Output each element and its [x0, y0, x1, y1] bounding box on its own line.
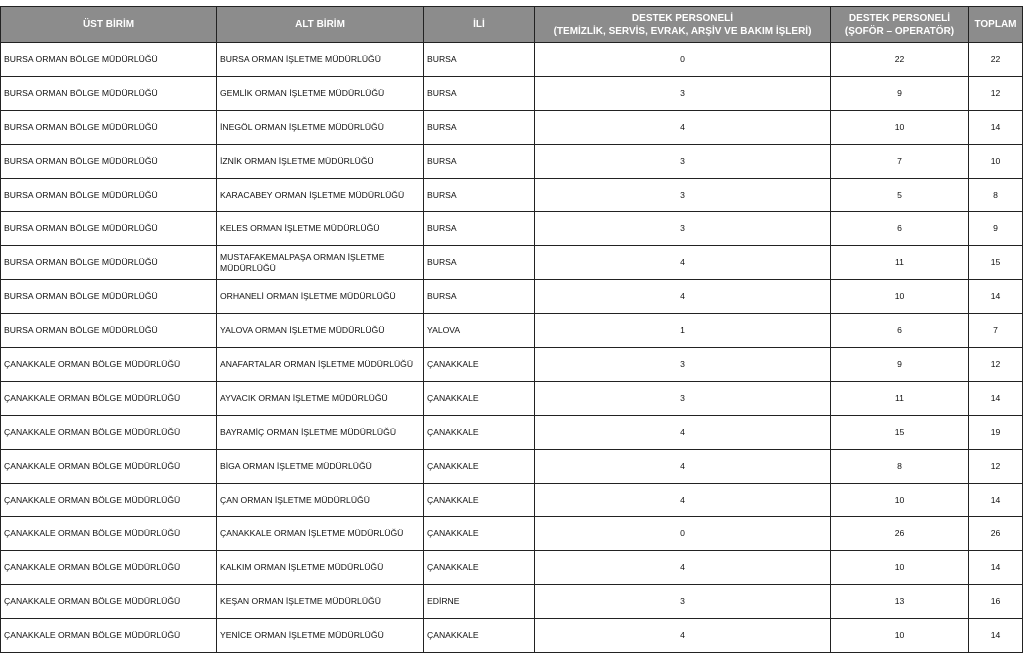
cell-ili: BURSA — [424, 212, 535, 246]
cell-ust-birim: BURSA ORMAN BÖLGE MÜDÜRLÜĞÜ — [1, 110, 217, 144]
cell-alt-birim: BAYRAMİÇ ORMAN İŞLETME MÜDÜRLÜĞÜ — [217, 415, 424, 449]
cell-alt-birim: ÇAN ORMAN İŞLETME MÜDÜRLÜĞÜ — [217, 483, 424, 517]
cell-ili: ÇANAKKALE — [424, 449, 535, 483]
cell-destek-temizlik: 0 — [535, 43, 831, 77]
header-alt-birim: ALT BİRİM — [217, 7, 424, 43]
cell-toplam: 14 — [969, 110, 1023, 144]
table-row — [1, 280, 1023, 314]
cell-destek-temizlik: 3 — [535, 381, 831, 415]
cell-toplam: 14 — [969, 619, 1023, 653]
header-destek-sofor-line1: DESTEK PERSONELİ — [848, 12, 951, 24]
cell-alt-birim: KEŞAN ORMAN İŞLETME MÜDÜRLÜĞÜ — [217, 585, 424, 619]
table-row — [1, 381, 1023, 415]
cell-ust-birim: ÇANAKKALE ORMAN BÖLGE MÜDÜRLÜĞÜ — [1, 415, 217, 449]
cell-ust-birim: ÇANAKKALE ORMAN BÖLGE MÜDÜRLÜĞÜ — [1, 619, 217, 653]
cell-toplam: 15 — [969, 246, 1023, 280]
table-row — [1, 619, 1023, 653]
table-row — [1, 551, 1023, 585]
cell-alt-birim: ANAFARTALAR ORMAN İŞLETME MÜDÜRLÜĞÜ — [217, 348, 424, 382]
cell-destek-sofor: 6 — [831, 314, 969, 348]
cell-destek-sofor: 8 — [831, 449, 969, 483]
cell-alt-birim: ORHANELİ ORMAN İŞLETME MÜDÜRLÜĞÜ — [217, 280, 424, 314]
table-row — [1, 144, 1023, 178]
cell-destek-sofor: 6 — [831, 212, 969, 246]
cell-destek-temizlik: 4 — [535, 280, 831, 314]
cell-ili: BURSA — [424, 246, 535, 280]
cell-alt-birim: YENİCE ORMAN İŞLETME MÜDÜRLÜĞÜ — [217, 619, 424, 653]
cell-ust-birim: BURSA ORMAN BÖLGE MÜDÜRLÜĞÜ — [1, 246, 217, 280]
cell-destek-temizlik: 3 — [535, 212, 831, 246]
cell-destek-sofor: 5 — [831, 178, 969, 212]
cell-destek-sofor: 11 — [831, 246, 969, 280]
cell-ust-birim: BURSA ORMAN BÖLGE MÜDÜRLÜĞÜ — [1, 76, 217, 110]
cell-toplam: 14 — [969, 551, 1023, 585]
cell-alt-birim: GEMLİK ORMAN İŞLETME MÜDÜRLÜĞÜ — [217, 76, 424, 110]
personnel-table — [0, 6, 1023, 653]
table-row — [1, 517, 1023, 551]
cell-destek-temizlik: 3 — [535, 178, 831, 212]
cell-toplam: 12 — [969, 348, 1023, 382]
cell-alt-birim: KALKIM ORMAN İŞLETME MÜDÜRLÜĞÜ — [217, 551, 424, 585]
cell-ust-birim: ÇANAKKALE ORMAN BÖLGE MÜDÜRLÜĞÜ — [1, 551, 217, 585]
cell-ust-birim: BURSA ORMAN BÖLGE MÜDÜRLÜĞÜ — [1, 178, 217, 212]
cell-ust-birim: ÇANAKKALE ORMAN BÖLGE MÜDÜRLÜĞÜ — [1, 381, 217, 415]
cell-toplam: 16 — [969, 585, 1023, 619]
cell-ust-birim: ÇANAKKALE ORMAN BÖLGE MÜDÜRLÜĞÜ — [1, 517, 217, 551]
cell-destek-temizlik: 0 — [535, 517, 831, 551]
cell-ili: EDİRNE — [424, 585, 535, 619]
cell-destek-temizlik: 4 — [535, 110, 831, 144]
table-row — [1, 415, 1023, 449]
table-row — [1, 348, 1023, 382]
cell-toplam: 14 — [969, 483, 1023, 517]
cell-destek-temizlik: 4 — [535, 619, 831, 653]
table-row — [1, 246, 1023, 280]
cell-alt-birim: İNEGÖL ORMAN İŞLETME MÜDÜRLÜĞÜ — [217, 110, 424, 144]
cell-destek-temizlik: 3 — [535, 585, 831, 619]
cell-toplam: 10 — [969, 144, 1023, 178]
cell-destek-sofor: 10 — [831, 483, 969, 517]
cell-ust-birim: BURSA ORMAN BÖLGE MÜDÜRLÜĞÜ — [1, 212, 217, 246]
cell-destek-temizlik: 4 — [535, 246, 831, 280]
cell-toplam: 12 — [969, 76, 1023, 110]
cell-destek-sofor: 10 — [831, 551, 969, 585]
cell-ili: BURSA — [424, 144, 535, 178]
header-destek-temizlik — [535, 7, 831, 43]
table-row — [1, 43, 1023, 77]
header-destek-sofor — [831, 7, 969, 43]
cell-ust-birim: ÇANAKKALE ORMAN BÖLGE MÜDÜRLÜĞÜ — [1, 585, 217, 619]
cell-ili: ÇANAKKALE — [424, 551, 535, 585]
cell-destek-sofor: 15 — [831, 415, 969, 449]
cell-destek-sofor: 7 — [831, 144, 969, 178]
cell-destek-temizlik: 4 — [535, 551, 831, 585]
cell-destek-sofor: 11 — [831, 381, 969, 415]
header-ust-birim: ÜST BİRİM — [1, 7, 217, 43]
cell-destek-sofor: 13 — [831, 585, 969, 619]
cell-toplam: 7 — [969, 314, 1023, 348]
cell-ili: BURSA — [424, 110, 535, 144]
header-destek-temizlik-line1: DESTEK PERSONELİ — [631, 12, 734, 24]
table-row — [1, 483, 1023, 517]
cell-ust-birim: BURSA ORMAN BÖLGE MÜDÜRLÜĞÜ — [1, 43, 217, 77]
cell-ust-birim: ÇANAKKALE ORMAN BÖLGE MÜDÜRLÜĞÜ — [1, 483, 217, 517]
cell-ili: BURSA — [424, 43, 535, 77]
cell-ili: BURSA — [424, 178, 535, 212]
cell-ili: YALOVA — [424, 314, 535, 348]
table-row — [1, 212, 1023, 246]
cell-destek-sofor: 10 — [831, 110, 969, 144]
cell-ili: BURSA — [424, 76, 535, 110]
cell-ust-birim: ÇANAKKALE ORMAN BÖLGE MÜDÜRLÜĞÜ — [1, 348, 217, 382]
cell-alt-birim: AYVACIK ORMAN İŞLETME MÜDÜRLÜĞÜ — [217, 381, 424, 415]
header-destek-temizlik-line2: (TEMİZLİK, SERVİS, EVRAK, ARŞİV VE BAKIM İŞLERİ) — [553, 25, 812, 37]
cell-alt-birim: KELES ORMAN İŞLETME MÜDÜRLÜĞÜ — [217, 212, 424, 246]
cell-destek-temizlik: 3 — [535, 76, 831, 110]
cell-ili: ÇANAKKALE — [424, 381, 535, 415]
cell-alt-birim: İZNİK ORMAN İŞLETME MÜDÜRLÜĞÜ — [217, 144, 424, 178]
cell-alt-birim: BURSA ORMAN İŞLETME MÜDÜRLÜĞÜ — [217, 43, 424, 77]
cell-alt-birim: ÇANAKKALE ORMAN İŞLETME MÜDÜRLÜĞÜ — [217, 517, 424, 551]
cell-ili: ÇANAKKALE — [424, 483, 535, 517]
header-toplam: TOPLAM — [969, 7, 1023, 43]
cell-ust-birim: ÇANAKKALE ORMAN BÖLGE MÜDÜRLÜĞÜ — [1, 449, 217, 483]
cell-toplam: 26 — [969, 517, 1023, 551]
cell-alt-birim: KARACABEY ORMAN İŞLETME MÜDÜRLÜĞÜ — [217, 178, 424, 212]
cell-toplam: 8 — [969, 178, 1023, 212]
cell-toplam: 14 — [969, 280, 1023, 314]
cell-alt-birim: YALOVA ORMAN İŞLETME MÜDÜRLÜĞÜ — [217, 314, 424, 348]
cell-toplam: 22 — [969, 43, 1023, 77]
cell-toplam: 14 — [969, 381, 1023, 415]
cell-toplam: 9 — [969, 212, 1023, 246]
cell-destek-temizlik: 3 — [535, 348, 831, 382]
cell-destek-temizlik: 4 — [535, 483, 831, 517]
cell-destek-temizlik: 4 — [535, 415, 831, 449]
cell-ili: BURSA — [424, 280, 535, 314]
cell-alt-birim: BİGA ORMAN İŞLETME MÜDÜRLÜĞÜ — [217, 449, 424, 483]
header-ili: İLİ — [424, 7, 535, 43]
header-destek-sofor-line2: (ŞOFÖR – OPERATÖR) — [844, 25, 955, 37]
table-body — [1, 43, 1023, 653]
table-row — [1, 178, 1023, 212]
cell-alt-birim: MUSTAFAKEMALPAŞA ORMAN İŞLETME MÜDÜRLÜĞÜ — [217, 246, 424, 280]
table-row — [1, 76, 1023, 110]
header-row — [1, 7, 1023, 43]
cell-destek-sofor: 26 — [831, 517, 969, 551]
cell-toplam: 19 — [969, 415, 1023, 449]
cell-ust-birim: BURSA ORMAN BÖLGE MÜDÜRLÜĞÜ — [1, 144, 217, 178]
cell-destek-temizlik: 4 — [535, 449, 831, 483]
table-row — [1, 110, 1023, 144]
cell-destek-temizlik: 1 — [535, 314, 831, 348]
table-row — [1, 585, 1023, 619]
cell-ust-birim: BURSA ORMAN BÖLGE MÜDÜRLÜĞÜ — [1, 314, 217, 348]
cell-destek-sofor: 10 — [831, 619, 969, 653]
cell-destek-sofor: 9 — [831, 76, 969, 110]
cell-ili: ÇANAKKALE — [424, 415, 535, 449]
cell-ili: ÇANAKKALE — [424, 517, 535, 551]
cell-destek-sofor: 22 — [831, 43, 969, 77]
cell-ili: ÇANAKKALE — [424, 348, 535, 382]
cell-destek-temizlik: 3 — [535, 144, 831, 178]
cell-ust-birim: BURSA ORMAN BÖLGE MÜDÜRLÜĞÜ — [1, 280, 217, 314]
cell-destek-sofor: 9 — [831, 348, 969, 382]
table-row — [1, 449, 1023, 483]
cell-toplam: 12 — [969, 449, 1023, 483]
cell-ili: ÇANAKKALE — [424, 619, 535, 653]
cell-destek-sofor: 10 — [831, 280, 969, 314]
table-row — [1, 314, 1023, 348]
